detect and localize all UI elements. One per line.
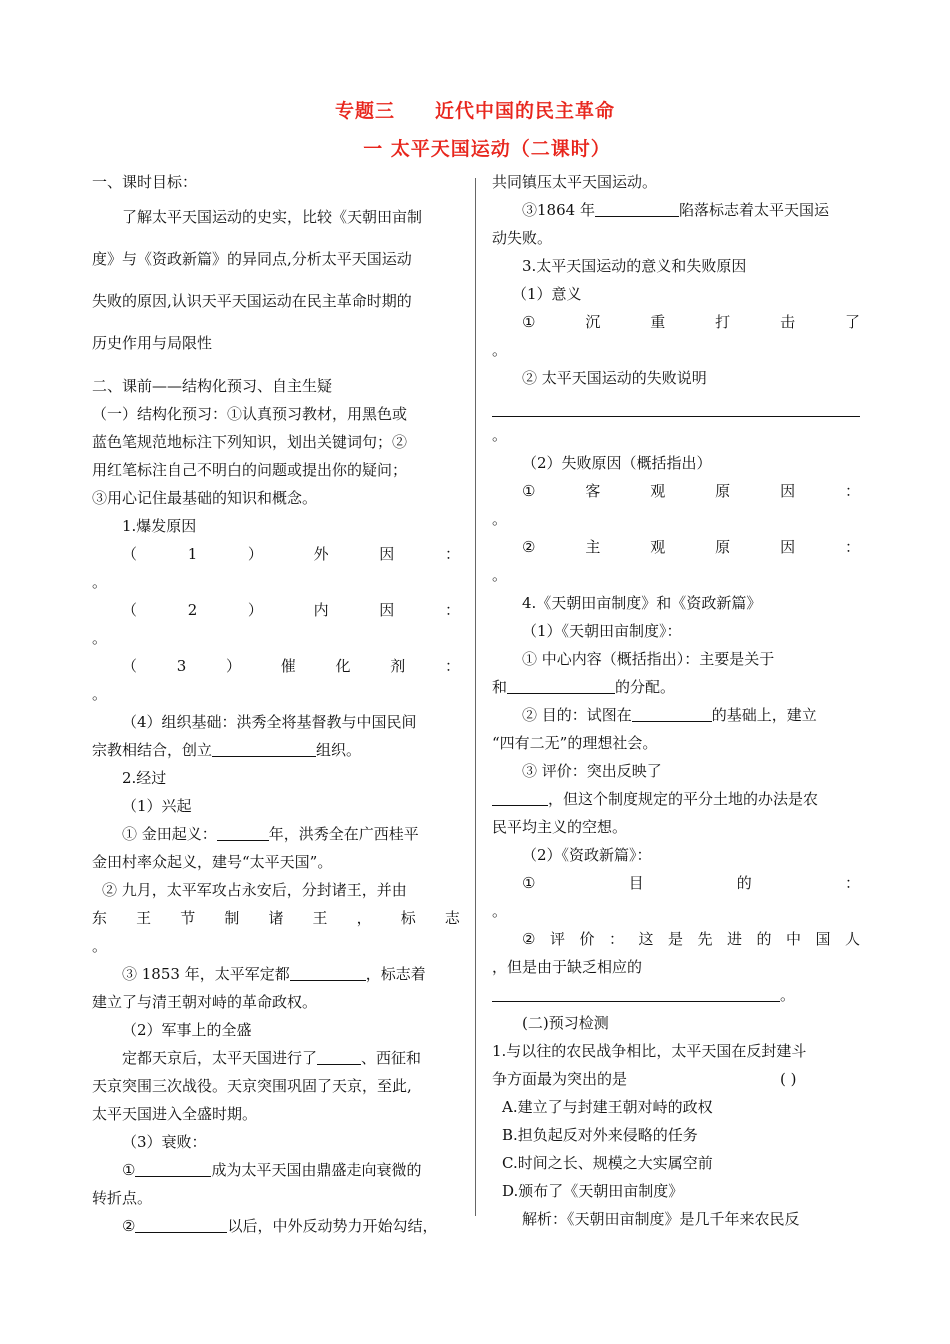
- option-d[interactable]: D.颁布了《天朝田亩制度》: [502, 1182, 684, 1200]
- period-mark: 。: [92, 573, 108, 591]
- option-c[interactable]: C.时间之长、规模之大实属空前: [502, 1154, 713, 1172]
- sub-heading: （2）军事上的全盛: [122, 1021, 252, 1039]
- text-line: 太平天国进入全盛时期。: [92, 1105, 258, 1123]
- option-b[interactable]: B.担负起反对外来侵略的任务: [502, 1126, 698, 1144]
- text-line: 转折点。: [92, 1189, 153, 1207]
- period-mark: 。: [492, 510, 508, 528]
- option-a[interactable]: A.建立了与封建王朝对峙的政权: [502, 1098, 713, 1116]
- text-line: 民平均主义的空想。: [492, 818, 628, 836]
- sub-heading: （1）兴起: [122, 797, 192, 815]
- blank-line-external: （ 1 ） 外 因 ：: [122, 545, 460, 563]
- sub-heading: （3）衰败：: [122, 1133, 207, 1151]
- fill-blank[interactable]: [212, 740, 316, 757]
- fill-blank[interactable]: [492, 985, 780, 1002]
- explanation-text: 解析：《天朝田亩制度》是几千年来农民反: [522, 1210, 800, 1228]
- period-mark: 。: [492, 426, 508, 444]
- section-heading: 1.爆发原因: [122, 517, 197, 535]
- fill-blank[interactable]: [290, 964, 366, 981]
- question-text: 争方面最为突出的是 ( ): [492, 1065, 860, 1093]
- goal-line: 了解太平天国运动的史实，比较《天朝田亩制: [122, 208, 423, 226]
- text-line: ① 金田起义： 年，洪秀全在广西桂平: [122, 825, 419, 843]
- text-line-justified: ② 评 价 ： 这 是 先 进 的 中 国 人: [522, 930, 860, 948]
- section-heading: 2.经过: [122, 769, 167, 787]
- text-line: 宗教相结合，创立 组织。: [92, 741, 362, 759]
- page-subtitle: 一 太平天国运动（二课时）: [363, 138, 611, 160]
- intro-line: （一）结构化预习：①认真预习教材，用黑色或: [92, 405, 408, 423]
- title-topic: 近代中国的民主革命: [435, 100, 616, 122]
- period-mark: 。: [492, 566, 508, 584]
- fill-blank[interactable]: [317, 1048, 361, 1065]
- text-line: ② 九月，太平军攻占永安后，分封诸王，并由: [102, 881, 407, 899]
- section-heading: 3.太平天国运动的意义和失败原因: [522, 257, 747, 275]
- intro-line: 蓝色笔规范地标注下列知识，划出关键词句；②: [92, 433, 408, 451]
- sub-heading: （2）《资政新篇》：: [522, 846, 652, 864]
- blank-line-subjective: ② 主 观 原 因 ：: [522, 538, 860, 556]
- column-divider: [475, 178, 476, 1216]
- fill-blank[interactable]: [632, 705, 712, 722]
- left-column: [92, 168, 460, 1240]
- section-heading: 4.《天朝田亩制度》和《资政新篇》: [522, 594, 762, 612]
- period-mark: 。: [92, 629, 108, 647]
- period-mark: 。: [492, 341, 508, 359]
- fill-blank[interactable]: [217, 824, 269, 841]
- fill-blank[interactable]: [135, 1216, 227, 1233]
- heading-preview: 二、课前——结构化预习、自主生疑: [92, 377, 333, 395]
- fill-blank-fullwidth[interactable]: [492, 400, 860, 417]
- period-mark: 。: [92, 685, 108, 703]
- text-line: ，但这个制度规定的平分土地的办法是农: [492, 785, 860, 813]
- section-heading: (二)预习检测: [522, 1014, 609, 1032]
- sub-heading: （1）《天朝田亩制度》：: [522, 622, 682, 640]
- text-line: 。: [492, 981, 860, 1009]
- answer-paren[interactable]: ( ): [780, 1070, 797, 1088]
- text-line: 建立了与清王朝对峙的革命政权。: [92, 993, 318, 1011]
- text-line: ② 以后，中外反动势力开始勾结，: [122, 1217, 438, 1235]
- heading-goals: 一、课时目标：: [92, 173, 198, 191]
- blank-line-catalyst: （ 3 ） 催 化 剂 ：: [122, 657, 460, 675]
- period-mark: 。: [492, 902, 508, 920]
- blank-line-internal: （ 2 ） 内 因 ：: [122, 601, 460, 619]
- text-line: ③ 评价：突出反映了: [522, 762, 662, 780]
- fill-blank[interactable]: [595, 200, 679, 217]
- text-line: “四有二无”的理想社会。: [492, 734, 658, 752]
- text-line: 共同镇压太平天国运动。: [492, 173, 658, 191]
- fill-blank[interactable]: [492, 789, 548, 806]
- intro-line: ③用心记住最基础的知识和概念。: [92, 489, 318, 507]
- question-text: 1.与以往的农民战争相比，太平天国在反封建斗: [492, 1042, 807, 1060]
- title-series: 专题三: [334, 100, 395, 122]
- period-mark: 。: [92, 937, 108, 955]
- text-line-justified: 东 王 节 制 诸 王 ， 标 志: [92, 909, 460, 927]
- fill-blank[interactable]: [507, 677, 615, 694]
- text-line: 天京突围三次战役。天京突围巩固了天京，至此,: [92, 1077, 412, 1095]
- text-line: 动失败。: [492, 229, 553, 247]
- text-line: 和 的分配。: [492, 678, 676, 696]
- text-line: 金田村率众起义，建号“太平天国”。: [92, 853, 333, 871]
- sub-heading: （2）失败原因（概括指出）: [522, 454, 712, 472]
- sub-heading: （1）意义: [512, 285, 582, 303]
- blank-line-objective: ① 客 观 原 因 ：: [522, 482, 860, 500]
- text-line: 定都天京后，太平天国进行了 、西征和: [122, 1049, 422, 1067]
- goal-line: 失败的原因,认识天平天国运动在民主革命时期的: [92, 292, 412, 310]
- right-column: [492, 168, 860, 1233]
- text-line: ，但是由于缺乏相应的: [492, 958, 643, 976]
- blank-line-meaning: ① 沉 重 打 击 了: [522, 313, 860, 331]
- blank-line-purpose: ① 目 的 ：: [522, 874, 860, 892]
- text-line: ① 成为太平天国由鼎盛走向衰微的: [122, 1161, 422, 1179]
- fill-blank[interactable]: [135, 1160, 211, 1177]
- intro-line: 用红笔标注自己不明白的问题或提出你的疑问；: [92, 461, 408, 479]
- goal-line: 度》与《资政新篇》的异同点,分析太平天国运动: [92, 250, 412, 268]
- text-line: （4）组织基础：洪秀全将基督教与中国民间: [122, 713, 417, 731]
- text-line: ③ 1853 年，太平军定都 ，标志着: [122, 965, 426, 983]
- text-line: ③1864 年 陷落标志着太平天国运: [522, 201, 829, 219]
- text-line: ① 中心内容（概括指出）：主要是关于: [522, 650, 775, 668]
- text-line: ② 太平天国运动的失败说明: [522, 369, 707, 387]
- page-title: [0, 96, 950, 123]
- text-line: ② 目的：试图在 的基础上，建立: [522, 706, 817, 724]
- goal-line: 历史作用与局限性: [92, 334, 213, 352]
